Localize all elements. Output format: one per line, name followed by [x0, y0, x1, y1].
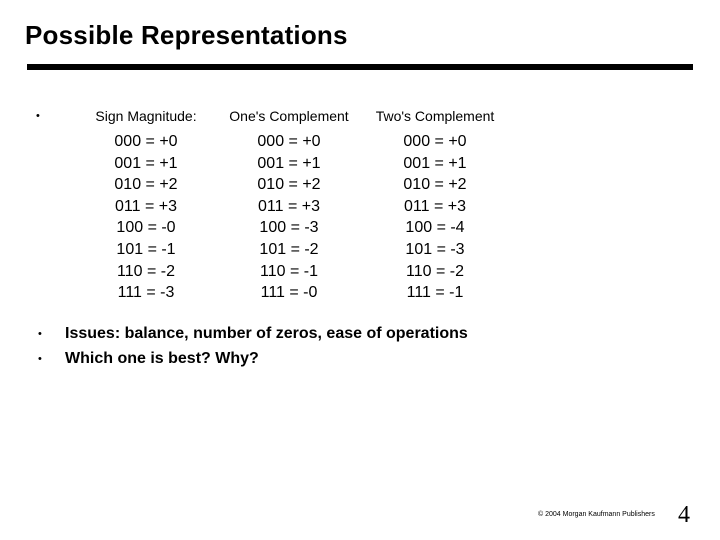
question-bullet: Which one is best? Why? — [65, 350, 259, 367]
page-number: 4 — [678, 502, 690, 528]
sign-magnitude-row: 011 = +3 — [115, 197, 177, 215]
ones-complement-row: 000 = +0 — [257, 133, 321, 150]
sign-magnitude-row: 111 = -3 — [117, 284, 175, 302]
twos-complement-row: 100 = -4 — [405, 219, 465, 237]
ones-complement-row: 111 = -0 — [260, 284, 318, 302]
sign-magnitude-header: Sign Magnitude: — [95, 108, 197, 124]
sign-magnitude-row: 000 = +0 — [114, 133, 178, 150]
twos-complement-row: 001 = +1 — [403, 154, 467, 172]
twos-complement-column — [351, 106, 519, 304]
sign-magnitude-row: 100 = -0 — [116, 219, 176, 237]
twos-complement-row: 000 = +0 — [403, 133, 467, 150]
bullet-marker: • — [38, 353, 42, 365]
copyright-notice: © 2004 Morgan Kaufmann Publishers — [538, 511, 655, 518]
ones-complement-column — [205, 106, 373, 304]
ones-complement-row: 001 = +1 — [257, 154, 321, 172]
slide-title: Possible Representations — [25, 20, 348, 50]
twos-complement-row: 010 = +2 — [403, 176, 467, 194]
twos-complement-row: 011 = +3 — [404, 197, 466, 215]
sign-magnitude-row: 001 = +1 — [114, 154, 178, 172]
sign-magnitude-row: 101 = -1 — [116, 240, 176, 258]
twos-complement-row: 101 = -3 — [405, 240, 465, 258]
twos-complement-row: 110 = -2 — [406, 262, 464, 280]
sign-magnitude-row: 010 = +2 — [114, 176, 178, 194]
issues-bullet: Issues: balance, number of zeros, ease of operations — [65, 325, 468, 342]
ones-complement-row: 101 = -2 — [259, 240, 319, 258]
title-divider — [27, 64, 693, 70]
twos-complement-row: 111 = -1 — [406, 284, 464, 302]
bullet-marker: • — [36, 110, 40, 122]
ones-complement-row: 010 = +2 — [257, 176, 321, 194]
sign-magnitude-row: 110 = -2 — [117, 262, 175, 280]
bullet-marker: • — [38, 328, 42, 340]
ones-complement-row: 100 = -3 — [259, 219, 319, 237]
ones-complement-row: 110 = -1 — [260, 262, 318, 280]
twos-complement-header: Two's Complement — [375, 108, 495, 124]
ones-complement-header: One's Complement — [229, 108, 349, 124]
ones-complement-row: 011 = +3 — [258, 197, 320, 215]
